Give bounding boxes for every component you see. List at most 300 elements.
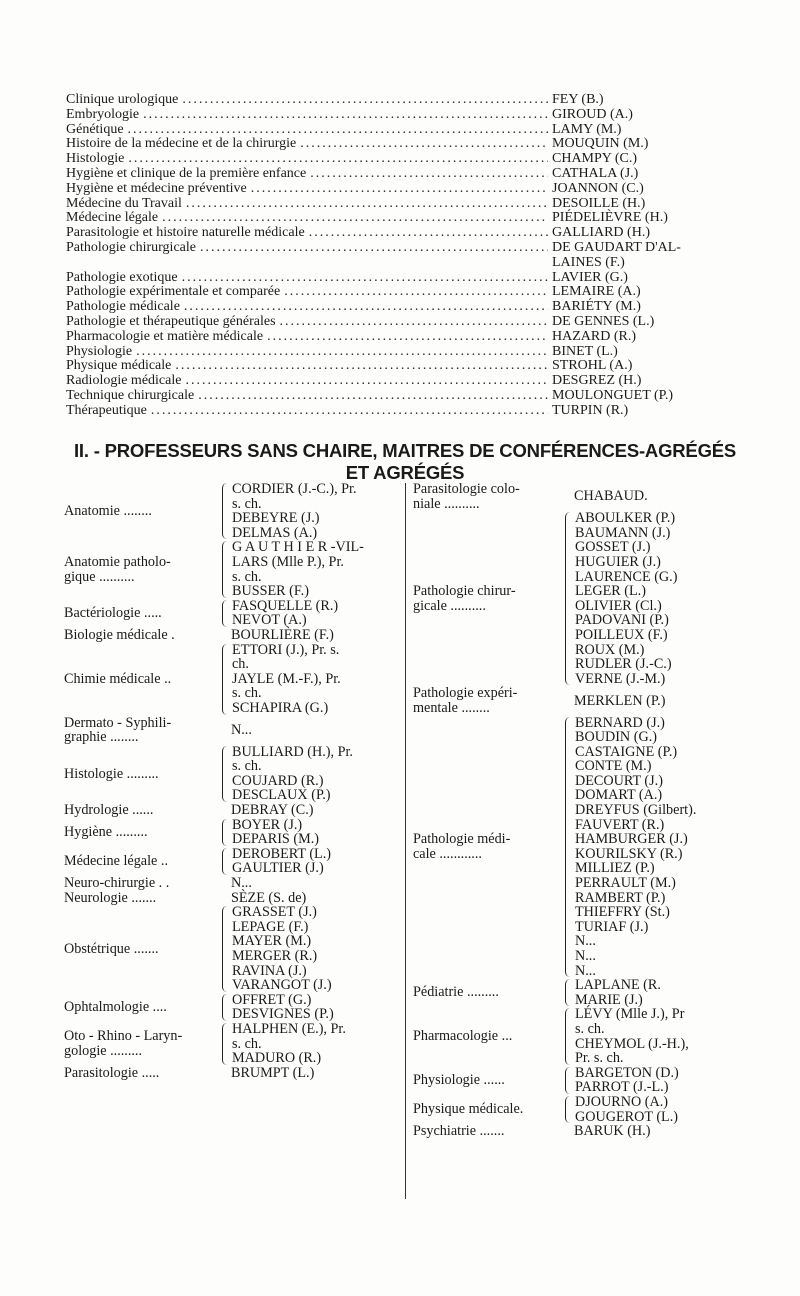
chair-subject-cell bbox=[66, 123, 552, 138]
staff-name: SCHAPIRA (G.) bbox=[232, 699, 329, 716]
staff-name: MERKLEN (P.) bbox=[574, 692, 666, 709]
discipline-label: Chimie médicale .. bbox=[64, 670, 172, 687]
discipline-label-cell bbox=[413, 1073, 563, 1088]
leader-dots bbox=[151, 404, 548, 419]
discipline-entry bbox=[64, 540, 404, 598]
staff-name: OLIVIER (Cl.) bbox=[575, 597, 662, 614]
staff-name: POILLEUX (F.) bbox=[575, 626, 668, 643]
staff-name: JAYLE (M.-F.), Pr. s. ch. bbox=[232, 670, 341, 702]
discipline-label-cell bbox=[64, 1000, 220, 1015]
discipline-label: Neurologie ....... bbox=[64, 889, 157, 906]
discipline-label-cell bbox=[413, 584, 563, 613]
staff-name: GAULTIER (J.) bbox=[232, 860, 324, 877]
section-heading-line2: ET AGRÉGÉS bbox=[345, 462, 465, 483]
discipline-label: Dermato - Syphili- graphie ........ bbox=[64, 714, 172, 746]
chair-subject: Génétique bbox=[66, 122, 124, 137]
discipline-entry bbox=[64, 803, 404, 818]
staff-name: COUJARD (R.) bbox=[232, 772, 324, 789]
chair-row bbox=[66, 404, 742, 419]
staff-name: CHEYMOL (J.-H.), Pr. s. ch. bbox=[575, 1035, 689, 1067]
curly-brace bbox=[222, 994, 229, 1021]
chair-professor: MOUQUIN (M.) bbox=[552, 136, 649, 152]
staff-name: HALPHEN (E.), Pr. s. ch. bbox=[232, 1020, 346, 1052]
chair-professor: FEY (B.) bbox=[552, 92, 604, 107]
discipline-label: Pathologie expéri- mentale ........ bbox=[413, 685, 518, 716]
staff-name: PARROT (J.-L.) bbox=[575, 1079, 669, 1096]
chair-subject: Radiologie médicale bbox=[66, 374, 182, 389]
discipline-entry bbox=[64, 905, 404, 993]
leader-dots bbox=[182, 93, 548, 108]
leader-dots bbox=[182, 271, 548, 286]
staff-name: DEBRAY (C.) bbox=[231, 802, 314, 819]
chair-professor: DE GAUDART D'AL- LAINES (F.) bbox=[552, 239, 681, 270]
discipline-entry bbox=[413, 686, 748, 715]
staff-name: PERRAULT (M.) bbox=[575, 875, 676, 892]
staff-name: ABOULKER (P.) bbox=[575, 510, 676, 527]
staff-name: BULLIARD (H.), Pr. s. ch. bbox=[232, 743, 353, 775]
staff-name: LÉVY (Mlle J.), Pr s. ch. bbox=[575, 1006, 685, 1037]
staff-list bbox=[571, 489, 748, 504]
leader-dots bbox=[267, 330, 548, 345]
staff-name: TURIAF (J.) bbox=[575, 918, 649, 935]
discipline-label-cell bbox=[64, 1029, 220, 1058]
staff-name: HAMBURGER (J.) bbox=[575, 831, 688, 848]
staff-name: LAURENCE (G.) bbox=[575, 568, 678, 585]
chair-row bbox=[66, 315, 742, 330]
staff-list bbox=[229, 818, 404, 847]
discipline-label-cell bbox=[64, 628, 220, 643]
staff-name: BOUDIN (G.) bbox=[575, 729, 657, 746]
staff-name: FAUVERT (R.) bbox=[575, 816, 665, 833]
staff-name: DELMAS (A.) bbox=[232, 524, 318, 541]
leader-dots bbox=[309, 226, 548, 241]
chair-professor: DE GENNES (L.) bbox=[552, 313, 655, 329]
staff-name: LAPLANE (R. bbox=[575, 977, 661, 994]
chair-row bbox=[66, 345, 742, 360]
staff-list bbox=[571, 694, 748, 709]
discipline-label: Physique médicale. bbox=[413, 1101, 524, 1118]
discipline-label-cell bbox=[64, 672, 220, 687]
leader-dots bbox=[128, 123, 548, 138]
chair-subject: Médecine légale bbox=[66, 211, 159, 226]
chair-row bbox=[66, 285, 742, 300]
chair-subject-cell bbox=[66, 315, 552, 330]
chair-professor: HAZARD (R.) bbox=[552, 328, 636, 344]
chair-subject-cell bbox=[66, 300, 552, 315]
chair-subject-cell bbox=[66, 389, 552, 404]
discipline-entry bbox=[413, 1095, 748, 1124]
staff-list bbox=[228, 891, 404, 906]
discipline-entry bbox=[413, 511, 748, 686]
discipline-label: Pathologie médi- cale ............ bbox=[413, 831, 511, 862]
staff-list bbox=[229, 993, 404, 1022]
discipline-entry bbox=[413, 716, 748, 979]
staff-list bbox=[229, 643, 404, 716]
staff-list bbox=[229, 540, 404, 598]
discipline-label: Pathologie chirur- gicale .......... bbox=[413, 583, 516, 614]
leader-dots bbox=[310, 167, 548, 182]
staff-name: VERNE (J.-M.) bbox=[575, 670, 666, 687]
curly-brace bbox=[222, 483, 229, 539]
chair-professor: CHAMPY (C.) bbox=[552, 151, 638, 167]
staff-list bbox=[229, 745, 404, 803]
chair-subject-cell bbox=[66, 359, 552, 374]
chair-professor: LAMY (M.) bbox=[552, 121, 622, 137]
curly-brace bbox=[222, 1023, 229, 1065]
discipline-label-cell bbox=[413, 985, 563, 1000]
chair-row bbox=[66, 300, 742, 315]
chair-row bbox=[66, 93, 742, 108]
discipline-label-cell bbox=[64, 876, 220, 891]
leader-dots bbox=[198, 389, 548, 404]
discipline-entry bbox=[64, 891, 404, 906]
staff-name: N... bbox=[231, 875, 252, 892]
chair-subject-cell bbox=[66, 285, 552, 300]
curly-brace bbox=[222, 600, 229, 627]
staff-name: RUDLER (J.-C.) bbox=[575, 656, 672, 673]
staff-name: ETTORI (J.), Pr. s. ch. bbox=[232, 641, 340, 673]
chair-subject-cell bbox=[66, 152, 552, 167]
discipline-label: Parasitologie ..... bbox=[64, 1064, 160, 1081]
staff-name: BOYER (J.) bbox=[232, 816, 303, 833]
chair-subject: Thérapeutique bbox=[66, 403, 147, 418]
staff-list bbox=[572, 1066, 748, 1095]
staff-name: CHABAUD. bbox=[574, 488, 648, 505]
staff-list bbox=[229, 482, 404, 540]
staff-name: BAUMANN (J.) bbox=[575, 524, 671, 541]
chair-row bbox=[66, 137, 742, 152]
staff-name: OFFRET (G.) bbox=[232, 991, 312, 1008]
leader-dots bbox=[200, 241, 548, 271]
chair-subject-cell bbox=[66, 167, 552, 182]
staff-name: G A U T H I E R -VIL- LARS (Mlle P.), Pr. s. ch. bbox=[232, 539, 364, 585]
staff-name: DEPARIS (M.) bbox=[232, 831, 319, 848]
leader-dots bbox=[136, 345, 548, 360]
discipline-entry bbox=[413, 1124, 748, 1139]
discipline-label-cell bbox=[64, 1066, 220, 1081]
discipline-label-cell bbox=[413, 1102, 563, 1117]
staff-name: BUSSER (F.) bbox=[232, 583, 309, 600]
right-column bbox=[413, 482, 748, 1139]
discipline-label-cell bbox=[413, 1124, 563, 1139]
staff-list bbox=[228, 803, 404, 818]
staff-list bbox=[229, 905, 404, 993]
discipline-label-cell bbox=[64, 716, 220, 745]
curly-brace bbox=[222, 541, 229, 597]
chair-professor: DESOILLE (H.) bbox=[552, 195, 646, 211]
discipline-entry bbox=[64, 876, 404, 891]
curly-brace bbox=[222, 848, 229, 875]
staff-name: DJOURNO (A.) bbox=[575, 1093, 669, 1110]
chair-professor: JOANNON (C.) bbox=[552, 180, 644, 196]
leader-dots bbox=[284, 285, 548, 300]
staff-list bbox=[572, 1007, 748, 1065]
section-heading-line1: II. - PROFESSEURS SANS CHAIRE, MAITRES DE CONFÉRENCES-AGRÉGÉS bbox=[73, 440, 737, 461]
staff-list bbox=[229, 599, 404, 628]
discipline-label: Histologie ......... bbox=[64, 765, 159, 782]
staff-name: BARGETON (D.) bbox=[575, 1064, 679, 1081]
discipline-entry bbox=[64, 1022, 404, 1066]
chair-subject-cell bbox=[66, 374, 552, 389]
staff-name: DEBEYRE (J.) bbox=[232, 510, 320, 527]
staff-name: ROUX (M.) bbox=[575, 641, 645, 658]
chair-row bbox=[66, 152, 742, 167]
chair-row bbox=[66, 374, 742, 389]
chair-row bbox=[66, 330, 742, 345]
staff-name: LEPAGE (F.) bbox=[232, 918, 309, 935]
staff-name: THIEFFRY (St.) bbox=[575, 904, 670, 921]
chair-subject: Embryologie bbox=[66, 107, 140, 122]
chair-subject-cell bbox=[66, 271, 552, 286]
chair-subject-cell bbox=[66, 93, 552, 108]
discipline-label: Médecine légale .. bbox=[64, 853, 168, 870]
staff-name: LEGER (L.) bbox=[575, 583, 646, 600]
staff-name: BRUMPT (L.) bbox=[231, 1064, 315, 1081]
chair-subject: Pathologie exotique bbox=[66, 270, 178, 285]
chair-subject: Pathologie et thérapeutique générales bbox=[66, 314, 276, 329]
chair-professor: DESGREZ (H.) bbox=[552, 373, 642, 389]
staff-name: GOSSET (J.) bbox=[575, 539, 651, 556]
chair-row bbox=[66, 123, 742, 138]
discipline-entry bbox=[413, 1007, 748, 1065]
discipline-label-cell bbox=[64, 767, 220, 782]
staff-name: MILLIEZ (P.) bbox=[575, 860, 655, 877]
discipline-label: Hydrologie ...... bbox=[64, 802, 154, 819]
left-column bbox=[64, 482, 404, 1080]
curly-brace bbox=[222, 906, 229, 992]
discipline-label: Pharmacologie ... bbox=[413, 1028, 513, 1045]
discipline-label: Ophtalmologie .... bbox=[64, 999, 167, 1016]
curly-brace bbox=[565, 512, 572, 685]
discipline-label-cell bbox=[64, 606, 220, 621]
chair-subject: Hygiène et médecine préventive bbox=[66, 181, 247, 196]
chair-subject-cell bbox=[66, 226, 552, 241]
staff-name: N... bbox=[231, 721, 252, 738]
discipline-label: Obstétrique ....... bbox=[64, 940, 159, 957]
staff-name: CONTE (M.) bbox=[575, 758, 652, 775]
chair-subject: Pathologie médicale bbox=[66, 300, 180, 315]
staff-list bbox=[572, 716, 748, 979]
staff-name: DESCLAUX (P.) bbox=[232, 787, 331, 804]
staff-name: DESVIGNES (P.) bbox=[232, 1006, 334, 1023]
chair-subject-cell bbox=[66, 345, 552, 360]
discipline-entry bbox=[64, 599, 404, 628]
discipline-label: Psychiatrie ....... bbox=[413, 1123, 505, 1140]
chair-row bbox=[66, 241, 742, 271]
chair-subject: Technique chirurgicale bbox=[66, 388, 195, 403]
staff-list bbox=[229, 847, 404, 876]
discipline-label-cell bbox=[64, 891, 220, 906]
staff-name: CORDIER (J.-C.), Pr. s. ch. bbox=[232, 481, 357, 512]
discipline-label: Hygiène ......... bbox=[64, 823, 148, 840]
chair-professor: BINET (L.) bbox=[552, 343, 618, 359]
discipline-label-cell bbox=[64, 825, 220, 840]
chair-row bbox=[66, 389, 742, 404]
chair-subject: Pathologie chirurgicale bbox=[66, 240, 196, 255]
staff-name: DOMART (A.) bbox=[575, 787, 663, 804]
chair-row bbox=[66, 182, 742, 197]
staff-name: FASQUELLE (R.) bbox=[232, 597, 339, 614]
chair-row bbox=[66, 167, 742, 182]
staff-name: DREYFUS (Gilbert). bbox=[575, 802, 697, 819]
chair-subject: Parasitologie et histoire naturelle médicale bbox=[66, 226, 305, 241]
chair-subject-cell bbox=[66, 330, 552, 345]
discipline-entry bbox=[64, 643, 404, 716]
chair-row bbox=[66, 108, 742, 123]
discipline-entry bbox=[64, 818, 404, 847]
curly-brace bbox=[565, 717, 572, 978]
chair-professor: TURPIN (R.) bbox=[552, 402, 629, 418]
staff-name: MERGER (R.) bbox=[232, 948, 318, 964]
staff-list bbox=[572, 1095, 748, 1124]
leader-dots bbox=[128, 152, 548, 167]
discipline-label-cell bbox=[413, 1029, 563, 1044]
chair-professor: LAVIER (G.) bbox=[552, 269, 628, 285]
staff-name: MARIE (J.) bbox=[575, 991, 643, 1008]
curly-brace bbox=[565, 1067, 572, 1094]
staff-name: N... bbox=[575, 933, 596, 950]
discipline-label-cell bbox=[64, 504, 220, 519]
leader-dots bbox=[280, 315, 548, 330]
discipline-entry bbox=[64, 716, 404, 745]
staff-name: GOUGEROT (L.) bbox=[575, 1108, 678, 1125]
staff-name: MAYER (M.) bbox=[232, 933, 312, 950]
leader-dots bbox=[186, 197, 548, 212]
staff-list bbox=[572, 978, 748, 1007]
staff-name: HUGUIER (J.) bbox=[575, 553, 661, 570]
discipline-label: Anatomie ........ bbox=[64, 502, 152, 519]
chair-professor: PIÉDELIÈVRE (H.) bbox=[552, 210, 668, 226]
chair-subject: Physiologie bbox=[66, 344, 133, 359]
chair-professor: GALLIARD (H.) bbox=[552, 225, 650, 241]
chair-professor: BARIÉTY (M.) bbox=[552, 299, 641, 315]
chair-subject: Pathologie expérimentale et comparée bbox=[66, 285, 281, 300]
chair-subject-cell bbox=[66, 241, 552, 271]
chair-subject: Pharmacologie et matière médicale bbox=[66, 329, 264, 344]
discipline-entry bbox=[413, 978, 748, 1007]
staff-list bbox=[229, 1022, 404, 1066]
chair-professor: GIROUD (A.) bbox=[552, 106, 633, 122]
discipline-entry bbox=[64, 745, 404, 803]
staff-name: RAMBERT (P.) bbox=[575, 889, 666, 906]
leader-dots bbox=[162, 211, 548, 226]
staff-name: DECOURT (J.) bbox=[575, 772, 663, 789]
chair-row bbox=[66, 226, 742, 241]
chair-subject-cell bbox=[66, 197, 552, 212]
discipline-label-cell bbox=[413, 832, 563, 861]
curly-brace bbox=[222, 644, 229, 715]
chair-list bbox=[66, 93, 742, 419]
discipline-entry bbox=[64, 482, 404, 540]
discipline-entry bbox=[413, 1066, 748, 1095]
curly-brace bbox=[565, 1096, 572, 1123]
section-heading bbox=[60, 440, 750, 484]
discipline-label: Bactériologie ..... bbox=[64, 605, 162, 622]
discipline-entry bbox=[64, 1066, 404, 1081]
staff-list bbox=[228, 723, 404, 738]
staff-name: BARUK (H.) bbox=[574, 1123, 651, 1140]
chair-row bbox=[66, 271, 742, 286]
chair-row bbox=[66, 359, 742, 374]
chair-subject: Histologie bbox=[66, 152, 125, 167]
chair-subject: Physique médicale bbox=[66, 359, 172, 374]
staff-name: KOURILSKY (R.) bbox=[575, 845, 683, 862]
staff-name: RAVINA (J.) bbox=[232, 962, 307, 979]
discipline-label: Biologie médicale . bbox=[64, 626, 175, 643]
discipline-label: Oto - Rhino - Laryn- gologie ......... bbox=[64, 1028, 183, 1059]
chair-subject-cell bbox=[66, 404, 552, 419]
chair-subject-cell bbox=[66, 108, 552, 123]
discipline-entry bbox=[64, 847, 404, 876]
discipline-label-cell bbox=[64, 942, 220, 957]
chair-subject: Médecine du Travail bbox=[66, 196, 182, 211]
chair-subject: Histoire de la médecine et de la chirurgie bbox=[66, 137, 297, 152]
discipline-label: Anatomie patholo- gique .......... bbox=[64, 553, 171, 585]
staff-name: BOURLIÈRE (F.) bbox=[231, 626, 334, 643]
leader-dots bbox=[251, 182, 548, 197]
staff-list bbox=[571, 1124, 748, 1139]
chair-subject-cell bbox=[66, 137, 552, 152]
staff-name: DEROBERT (L.) bbox=[232, 845, 331, 862]
discipline-entry bbox=[64, 993, 404, 1022]
chair-professor: MOULONGUET (P.) bbox=[552, 387, 674, 403]
curly-brace bbox=[222, 746, 229, 802]
staff-name: CASTAIGNE (P.) bbox=[575, 743, 678, 760]
leader-dots bbox=[300, 137, 548, 152]
discipline-label: Pédiatrie ......... bbox=[413, 984, 499, 1001]
chair-subject-cell bbox=[66, 211, 552, 226]
chair-row bbox=[66, 211, 742, 226]
discipline-label: Physiologie ...... bbox=[413, 1072, 505, 1089]
staff-list bbox=[228, 628, 404, 643]
curly-brace bbox=[222, 819, 229, 846]
staff-list bbox=[572, 511, 748, 686]
column-divider bbox=[405, 483, 406, 1199]
staff-name: BERNARD (J.) bbox=[575, 714, 665, 731]
chair-subject: Clinique urologique bbox=[66, 93, 179, 107]
chair-professor: LEMAIRE (A.) bbox=[552, 284, 641, 300]
staff-name: VARANGOT (J.) bbox=[232, 977, 332, 994]
staff-name: SÈZE (S. de) bbox=[231, 889, 307, 906]
discipline-label-cell bbox=[64, 555, 220, 584]
discipline-label-cell bbox=[413, 482, 563, 511]
staff-list bbox=[228, 1066, 404, 1081]
staff-list bbox=[228, 876, 404, 891]
chair-professor: STROHL (A.) bbox=[552, 358, 633, 374]
leader-dots bbox=[185, 374, 548, 389]
staff-name: MADURO (R.) bbox=[232, 1050, 322, 1067]
staff-name: PADOVANI (P.) bbox=[575, 612, 669, 629]
discipline-entry bbox=[64, 628, 404, 643]
discipline-label-cell bbox=[64, 803, 220, 818]
curly-brace bbox=[565, 979, 572, 1006]
staff-name: N... bbox=[575, 962, 596, 979]
leader-dots bbox=[143, 108, 548, 123]
staff-name: GRASSET (J.) bbox=[232, 904, 317, 921]
staff-name: N... bbox=[575, 948, 596, 964]
chair-subject-cell bbox=[66, 182, 552, 197]
discipline-label: Parasitologie colo- niale .......... bbox=[413, 481, 520, 512]
chair-professor: CATHALA (J.) bbox=[552, 165, 639, 181]
discipline-entry bbox=[413, 482, 748, 511]
discipline-label: Neuro-chirurgie . . bbox=[64, 875, 170, 892]
chair-subject: Hygiène et clinique de la première enfance bbox=[66, 166, 307, 181]
leader-dots bbox=[175, 359, 548, 374]
leader-dots bbox=[184, 300, 548, 315]
discipline-label-cell bbox=[64, 854, 220, 869]
curly-brace bbox=[565, 1008, 572, 1064]
discipline-label-cell bbox=[413, 686, 563, 715]
